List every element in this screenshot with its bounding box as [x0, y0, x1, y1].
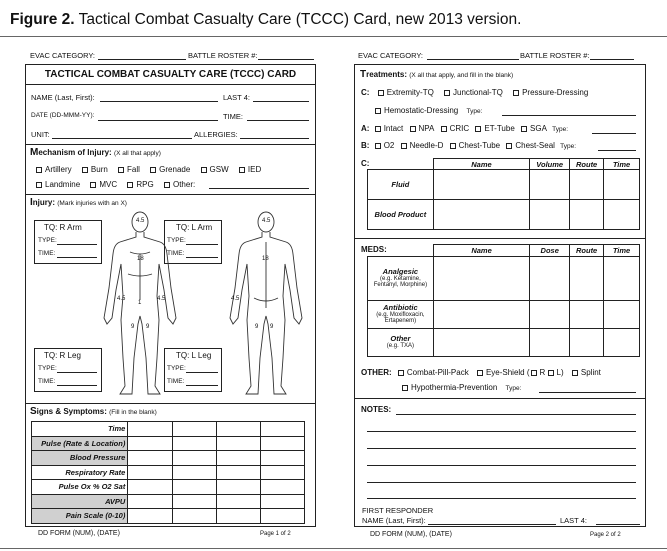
- allergies-field[interactable]: [240, 138, 309, 139]
- checkbox[interactable]: [401, 143, 407, 149]
- checkbox[interactable]: [127, 182, 133, 188]
- battle-roster-field[interactable]: [590, 59, 634, 60]
- other-label: OTHER:: [361, 368, 392, 377]
- table-row: [32, 465, 305, 480]
- ss-initial: S: [30, 406, 37, 417]
- checkbox[interactable]: [402, 385, 408, 391]
- checkbox[interactable]: [548, 370, 554, 376]
- checkbox[interactable]: [572, 370, 578, 376]
- figure-title: [10, 11, 521, 29]
- col-header: Time: [604, 245, 640, 257]
- moi-landmine[interactable]: [36, 180, 80, 189]
- tq-l-arm-type-field[interactable]: [186, 244, 218, 245]
- moi-row-2: [36, 180, 203, 189]
- fluid-cell[interactable]: [570, 200, 604, 230]
- ss-cell[interactable]: [216, 422, 260, 437]
- body-num: 4.5: [262, 218, 271, 224]
- figure-bottom-rule: [0, 548, 667, 549]
- ss-cell[interactable]: [216, 494, 260, 509]
- tq-l-leg-time-label: TIME:: [167, 378, 185, 385]
- tq-l-arm-label: TQ: L Arm: [176, 223, 213, 232]
- moi-gsw[interactable]: [201, 165, 229, 174]
- figure-label: Figure 2.: [10, 11, 75, 28]
- ss-cell[interactable]: [260, 465, 304, 480]
- moi-mvc[interactable]: [90, 180, 117, 189]
- notes-line[interactable]: [396, 414, 636, 415]
- form-number: DD FORM (NUM), (DATE): [38, 530, 120, 537]
- ss-cell[interactable]: [128, 451, 172, 466]
- col-header: Route: [570, 245, 604, 257]
- meds-cell[interactable]: [530, 329, 570, 357]
- page-number: Page 2 of 2: [590, 532, 621, 538]
- hypothermia-type-label: Type:: [505, 385, 522, 392]
- treat-sga-label: SGA: [530, 124, 547, 133]
- analgesic-examples: (e.g. Ketamine, Fentanyl, Morphine): [373, 276, 428, 289]
- moi-gsw-label: GSW: [209, 165, 229, 174]
- table-row: [32, 422, 305, 437]
- treat-junctional-tq-label: Junctional-TQ: [453, 88, 503, 97]
- card-title: TACTICAL COMBAT CASUALTY CARE (TCCC) CARD: [44, 69, 297, 80]
- moi-note: (X all that apply): [113, 150, 161, 157]
- ss-cell[interactable]: [128, 494, 172, 509]
- meds-cell[interactable]: [530, 257, 570, 301]
- eye-shield-l-label: L): [556, 368, 564, 377]
- moi-landmine-label: Landmine: [45, 180, 81, 189]
- moi-other-field[interactable]: [209, 188, 309, 189]
- body-num: 9: [255, 324, 259, 330]
- meds-label: MEDS:: [361, 245, 387, 254]
- fluid-label: Fluid: [368, 170, 434, 200]
- first-responder-last4-field[interactable]: [596, 524, 640, 525]
- table-row: [32, 436, 305, 451]
- injury-note: (Mark injuries with an X): [57, 200, 127, 207]
- ss-cell[interactable]: [260, 451, 304, 466]
- eye-shield-label: Eye-Shield (: [485, 368, 530, 377]
- body-num: 18: [262, 256, 269, 262]
- fluid-cell[interactable]: [570, 170, 604, 200]
- ss-row-label: AVPU: [32, 494, 128, 509]
- airway-type-field[interactable]: [592, 133, 636, 134]
- hypothermia-type-field[interactable]: [539, 392, 636, 393]
- table-corner: [368, 245, 434, 257]
- ss-cell[interactable]: [216, 451, 260, 466]
- treat-needle-d-label: Needle-D: [409, 141, 444, 150]
- hypothermia-row: [402, 383, 521, 392]
- col-header: Time: [604, 159, 640, 170]
- first-responder-last4-label: LAST 4:: [560, 516, 587, 525]
- injury-title-rest: njury:: [32, 198, 56, 207]
- airway-type-label: Type:: [552, 126, 569, 133]
- checkbox[interactable]: [450, 143, 456, 149]
- signs-table: [31, 421, 305, 524]
- checkbox[interactable]: [36, 182, 42, 188]
- ss-row-label: Pulse Ox % O2 Sat: [32, 480, 128, 495]
- moi-fall-label: Fall: [127, 165, 140, 174]
- mechanism-title: [30, 147, 161, 158]
- col-header: Dose: [530, 245, 570, 257]
- treat-extremity-tq[interactable]: [378, 88, 434, 97]
- treat-note: (X all that apply, and fill in the blank): [409, 72, 514, 79]
- treat-c-row: [361, 88, 596, 97]
- ss-cell[interactable]: [128, 422, 172, 437]
- ss-cell[interactable]: [260, 509, 304, 524]
- other-med-examples: (e.g. TXA): [386, 343, 415, 350]
- meds-cell[interactable]: [433, 257, 529, 301]
- ss-cell[interactable]: [128, 436, 172, 451]
- moi-fall[interactable]: [118, 165, 140, 174]
- first-responder-label: FIRST RESPONDER: [362, 506, 434, 515]
- breathing-type-label: Type:: [560, 143, 577, 150]
- meds-table: [367, 244, 640, 357]
- treat-b-row: [361, 141, 576, 150]
- moi-rpg[interactable]: [127, 180, 153, 189]
- analgesic-label: Analgesic: [382, 267, 419, 277]
- treat-intact-label: Intact: [383, 124, 404, 133]
- ss-cell[interactable]: [216, 465, 260, 480]
- checkbox[interactable]: [164, 182, 170, 188]
- treat-chest-seal[interactable]: [506, 141, 555, 150]
- evac-category-field[interactable]: [98, 59, 186, 60]
- ss-row-label: Time: [32, 422, 128, 437]
- other-row: [361, 368, 601, 377]
- meds-cell[interactable]: [570, 329, 604, 357]
- unit-label: UNIT:: [31, 130, 50, 139]
- checkbox[interactable]: [36, 167, 42, 173]
- moi-row-1: [36, 165, 269, 174]
- eye-shield-r-label: R: [539, 368, 546, 377]
- treat-hemostatic-label: Hemostatic-Dressing: [384, 106, 459, 115]
- treat-cric[interactable]: [441, 124, 470, 133]
- fluid-cell[interactable]: [604, 170, 640, 200]
- col-header: Route: [570, 159, 604, 170]
- divider: [354, 238, 646, 239]
- table-row: [368, 301, 640, 329]
- moi-other[interactable]: [164, 180, 195, 189]
- other-med-cell: [368, 329, 434, 357]
- moi-grenade-label: Grenade: [159, 165, 191, 174]
- treat-a-label: A:: [361, 124, 370, 133]
- treat-chest-tube-label: Chest-Tube: [458, 141, 501, 150]
- battle-roster-label: BATTLE ROSTER #:: [188, 51, 258, 60]
- ss-cell[interactable]: [260, 494, 304, 509]
- ss-note: (Fill in the blank): [109, 409, 157, 416]
- table-row: [32, 494, 305, 509]
- body-num: 4.5: [117, 296, 126, 302]
- table-row: [368, 200, 640, 230]
- evac-category-field[interactable]: [427, 59, 519, 60]
- fluid-cell[interactable]: [604, 200, 640, 230]
- breathing-type-field[interactable]: [598, 150, 636, 151]
- blood-product-label: Blood Product: [368, 200, 434, 230]
- moi-other-label: Other:: [172, 180, 196, 189]
- hemostatic-type-label: Type:: [466, 108, 483, 115]
- antibiotic-label: Antibiotic: [383, 303, 418, 313]
- checkbox[interactable]: [239, 167, 245, 173]
- checkbox[interactable]: [513, 90, 519, 96]
- treat-chest-seal-label: Chest-Seal: [515, 141, 555, 150]
- form-number: DD FORM (NUM), (DATE): [370, 531, 452, 538]
- checkbox[interactable]: [378, 90, 384, 96]
- tq-r-arm-time-label: TIME:: [38, 250, 56, 257]
- fluid-cell[interactable]: [530, 170, 570, 200]
- table-row: [32, 509, 305, 524]
- page-number: Page 1 of 2: [260, 531, 291, 537]
- meds-cell[interactable]: [604, 301, 640, 329]
- splint-label: Splint: [580, 368, 601, 377]
- tq-l-arm-time-field[interactable]: [186, 257, 218, 258]
- tq-l-arm-type-label: TYPE:: [167, 237, 186, 244]
- hemostatic-type-field[interactable]: [502, 115, 636, 116]
- body-num: 4.5: [157, 296, 166, 302]
- tq-l-leg-type-label: TYPE:: [167, 365, 186, 372]
- unit-field[interactable]: [52, 138, 192, 139]
- fluid-cell[interactable]: [530, 200, 570, 230]
- col-header: Name: [433, 245, 529, 257]
- treat-a-row: [361, 124, 568, 133]
- ss-row-label: Blood Pressure: [32, 451, 128, 466]
- battle-roster-label: BATTLE ROSTER #:: [520, 51, 590, 60]
- treat-c-label: C:: [361, 88, 370, 97]
- treat-o2[interactable]: [375, 141, 395, 150]
- ss-cell[interactable]: [128, 480, 172, 495]
- ss-row-label: Respiratory Rate: [32, 465, 128, 480]
- tq-r-arm-type-label: TYPE:: [38, 237, 57, 244]
- ss-cell[interactable]: [172, 494, 216, 509]
- divider: [25, 144, 316, 145]
- figure-top-rule: [0, 36, 667, 37]
- moi-rpg-label: RPG: [136, 180, 154, 189]
- signs-title: [30, 406, 157, 417]
- checkbox[interactable]: [475, 126, 481, 132]
- treat-junctional-tq[interactable]: [444, 88, 503, 97]
- treat-et-tube-label: ET-Tube: [484, 124, 515, 133]
- moi-grenade[interactable]: [150, 165, 190, 174]
- treat-o2-label: O2: [383, 141, 395, 150]
- table-row: [368, 329, 640, 357]
- notes-line[interactable]: [367, 465, 636, 466]
- notes-line[interactable]: [367, 482, 636, 483]
- ss-cell[interactable]: [216, 509, 260, 524]
- body-num: 18: [137, 256, 144, 262]
- fluid-table: [367, 158, 640, 230]
- tq-r-leg-label: TQ: R Leg: [44, 351, 81, 360]
- col-header: Volume: [530, 159, 570, 170]
- evac-category-label: EVAC CATEGORY:: [30, 51, 96, 60]
- ss-cell[interactable]: [260, 436, 304, 451]
- tq-r-leg-time-label: TIME:: [38, 378, 56, 385]
- tq-l-leg-time-field[interactable]: [186, 385, 218, 386]
- checkbox[interactable]: [398, 370, 404, 376]
- moi-artillery[interactable]: [36, 165, 72, 174]
- fluid-cell[interactable]: [433, 200, 529, 230]
- moi-burn[interactable]: [82, 165, 108, 174]
- treatments-title: [360, 69, 513, 80]
- col-header: Name: [433, 159, 529, 170]
- divider: [25, 84, 316, 85]
- treat-hemostatic[interactable]: [375, 106, 458, 115]
- checkbox[interactable]: [375, 126, 381, 132]
- other-eye-shield[interactable]: [477, 368, 564, 377]
- time-field[interactable]: [247, 120, 309, 121]
- moi-initial: M: [30, 147, 39, 158]
- tq-l-leg-type-field[interactable]: [186, 372, 218, 373]
- first-responder-name-label: NAME (Last, First):: [362, 516, 426, 525]
- ss-cell[interactable]: [172, 451, 216, 466]
- meds-cell[interactable]: [570, 257, 604, 301]
- checkbox[interactable]: [444, 90, 450, 96]
- treat-npa[interactable]: [410, 124, 435, 133]
- checkbox[interactable]: [375, 108, 381, 114]
- checkbox[interactable]: [441, 126, 447, 132]
- checkbox[interactable]: [531, 370, 537, 376]
- date-label: DATE (DD-MMM-YY):: [31, 112, 95, 119]
- treat-initial: T: [360, 69, 367, 80]
- treat-sga[interactable]: [521, 124, 547, 133]
- body-num: 9: [146, 324, 150, 330]
- moi-burn-label: Burn: [90, 165, 108, 174]
- body-num: 1: [138, 300, 142, 306]
- body-num: 9: [131, 324, 135, 330]
- treat-b-label: B:: [361, 141, 370, 150]
- ss-cell[interactable]: [216, 480, 260, 495]
- treat-cric-label: CRIC: [449, 124, 470, 133]
- table-row: [32, 480, 305, 495]
- ss-cell[interactable]: [260, 480, 304, 495]
- body-back-diagram[interactable]: [224, 208, 308, 396]
- ss-cell[interactable]: [260, 422, 304, 437]
- hypothermia-label: Hypothermia-Prevention: [411, 383, 498, 392]
- checkbox[interactable]: [477, 370, 483, 376]
- antibiotic-examples: (e.g. Moxifloxacin, Ertapenem): [376, 312, 425, 325]
- notes-label: NOTES:: [361, 405, 392, 414]
- circulation-label: C:: [361, 159, 370, 168]
- injury-title: [30, 197, 127, 208]
- first-responder-name-field[interactable]: [428, 524, 556, 525]
- treat-et-tube[interactable]: [475, 124, 514, 133]
- tq-l-arm-time-label: TIME:: [167, 250, 185, 257]
- notes-line[interactable]: [367, 448, 636, 449]
- ss-title-rest: igns & Symptoms:: [36, 407, 107, 416]
- checkbox[interactable]: [118, 167, 124, 173]
- evac-category-label: EVAC CATEGORY:: [358, 51, 424, 60]
- moi-artillery-label: Artillery: [45, 165, 72, 174]
- checkbox[interactable]: [375, 143, 381, 149]
- figure-caption: Tactical Combat Casualty Care (TCCC) Card, new 2013 version.: [74, 11, 522, 28]
- ss-cell[interactable]: [216, 436, 260, 451]
- divider: [25, 194, 316, 195]
- meds-cell[interactable]: [570, 301, 604, 329]
- checkbox[interactable]: [521, 126, 527, 132]
- body-num: 9: [270, 324, 274, 330]
- name-field[interactable]: [100, 101, 218, 102]
- last4-label: LAST 4:: [223, 93, 250, 102]
- injury-initial: I: [30, 197, 33, 208]
- other-splint[interactable]: [572, 368, 601, 377]
- other-hypothermia[interactable]: [402, 383, 497, 392]
- checkbox[interactable]: [82, 167, 88, 173]
- divider: [354, 398, 646, 399]
- ss-row-label: Pulse (Rate & Location): [32, 436, 128, 451]
- checkbox[interactable]: [150, 167, 156, 173]
- treat-pressure-dressing-label: Pressure-Dressing: [522, 88, 589, 97]
- table-corner: [368, 159, 434, 170]
- tq-l-leg-label: TQ: L Leg: [176, 351, 212, 360]
- last4-field[interactable]: [253, 101, 309, 102]
- other-med-label: Other: [390, 334, 411, 344]
- date-field[interactable]: [98, 120, 218, 121]
- moi-ied[interactable]: [239, 165, 261, 174]
- treat-chest-tube[interactable]: [450, 141, 501, 150]
- moi-mvc-label: MVC: [99, 180, 118, 189]
- table-row: [368, 245, 640, 257]
- ss-cell[interactable]: [128, 509, 172, 524]
- meds-cell[interactable]: [530, 301, 570, 329]
- moi-ied-label: IED: [247, 165, 262, 174]
- tq-r-leg-type-label: TYPE:: [38, 365, 57, 372]
- divider: [25, 403, 316, 404]
- antibiotic-cell: [368, 301, 434, 329]
- notes-line[interactable]: [367, 431, 636, 432]
- ss-cell[interactable]: [172, 436, 216, 451]
- checkbox[interactable]: [90, 182, 96, 188]
- combat-pill-pack-label: Combat-Pill-Pack: [406, 368, 469, 377]
- meds-cell[interactable]: [604, 329, 640, 357]
- meds-cell[interactable]: [433, 329, 529, 357]
- analgesic-cell: [368, 257, 434, 301]
- ss-cell[interactable]: [172, 509, 216, 524]
- ss-row-label: Pain Scale (0-10): [32, 509, 128, 524]
- tq-r-arm-label: TQ: R Arm: [44, 223, 82, 232]
- checkbox[interactable]: [410, 126, 416, 132]
- checkbox[interactable]: [201, 167, 207, 173]
- notes-line[interactable]: [367, 498, 636, 499]
- allergies-label: ALLERGIES:: [194, 130, 238, 139]
- battle-roster-field[interactable]: [258, 59, 314, 60]
- name-label: NAME (Last, First):: [31, 93, 95, 102]
- table-row: [368, 257, 640, 301]
- meds-cell[interactable]: [604, 257, 640, 301]
- treat-intact[interactable]: [375, 124, 404, 133]
- fluid-cell[interactable]: [433, 170, 529, 200]
- body-num: 4.5: [136, 218, 145, 224]
- treat-extremity-tq-label: Extremity-TQ: [386, 88, 434, 97]
- ss-cell[interactable]: [172, 480, 216, 495]
- treat-pressure-dressing[interactable]: [513, 88, 588, 97]
- checkbox[interactable]: [506, 143, 512, 149]
- treat-needle-d[interactable]: [401, 141, 444, 150]
- ss-cell[interactable]: [128, 465, 172, 480]
- ss-cell[interactable]: [172, 422, 216, 437]
- table-row: [368, 170, 640, 200]
- treat-title-rest: reatments:: [366, 70, 408, 79]
- table-row: [32, 451, 305, 466]
- time-label: TIME:: [223, 112, 243, 121]
- treat-npa-label: NPA: [418, 124, 435, 133]
- body-num: 4.5: [231, 296, 240, 302]
- ss-cell[interactable]: [172, 465, 216, 480]
- table-row: [368, 159, 640, 170]
- other-combat-pill-pack[interactable]: [398, 368, 469, 377]
- moi-title-rest: echanism of Injury:: [38, 148, 112, 157]
- treat-hemostatic-row: [375, 106, 482, 115]
- meds-cell[interactable]: [433, 301, 529, 329]
